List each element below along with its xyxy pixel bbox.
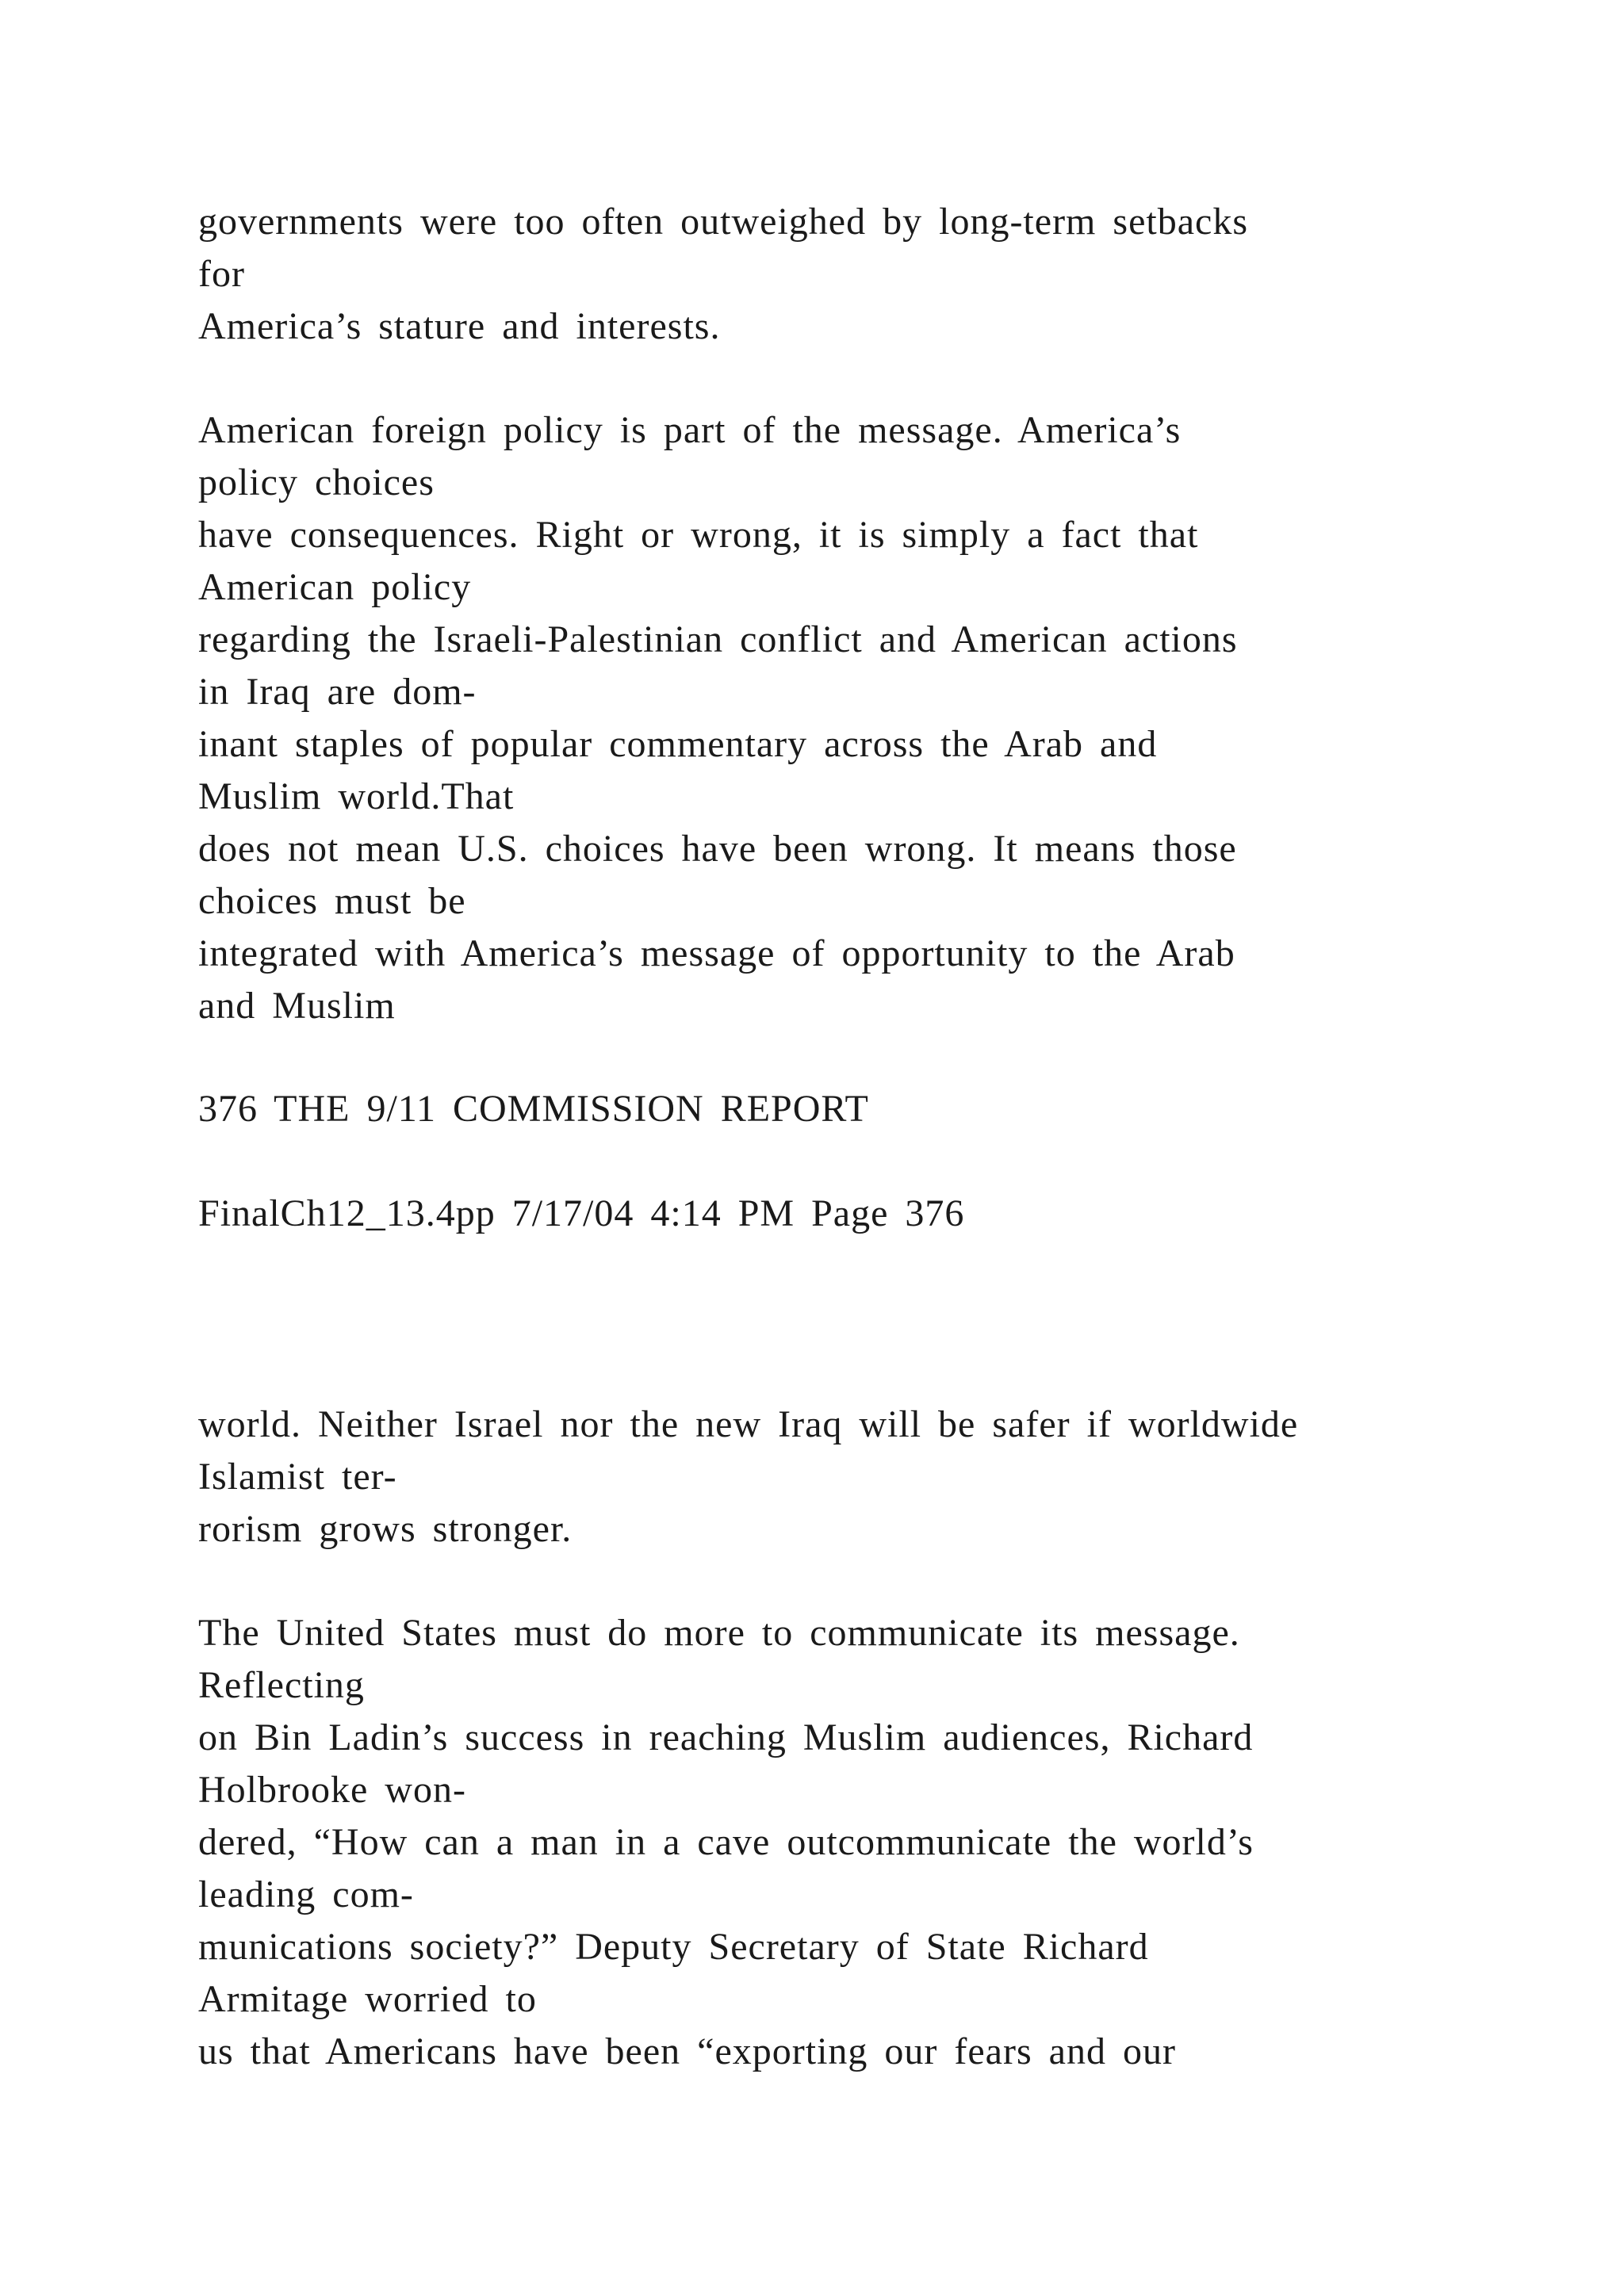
text-line: America’s stature and interests.	[198, 305, 721, 347]
running-footer	[198, 1083, 1499, 1135]
footer-text: 376 THE 9/11 COMMISSION REPORT	[198, 1088, 869, 1130]
text-line: policy choices	[198, 461, 435, 503]
text-line: and Muslim	[198, 985, 396, 1027]
text-line: does not mean U.S. choices have been wrong. It means those	[198, 828, 1237, 870]
file-stamp	[198, 1188, 1499, 1240]
text-line: Armitage worried to	[198, 1978, 537, 2020]
text-line: choices must be	[198, 880, 466, 922]
text-line: American foreign policy is part of the message. America’s	[198, 409, 1182, 451]
text-line: dered, “How can a man in a cave outcommunicate the world’s	[198, 1821, 1254, 1863]
paragraph-israel-iraq	[198, 1399, 1499, 1556]
text-line: Islamist ter-	[198, 1456, 397, 1498]
text-line: governments were too often outweighed by long-term setbacks	[198, 201, 1248, 243]
file-stamp-text: FinalCh12_13.4pp 7/17/04 4:14 PM Page 376	[198, 1192, 965, 1234]
text-line: world. Neither Israel nor the new Iraq will be safer if worldwide	[198, 1403, 1299, 1445]
text-line: have consequences. Right or wrong, it is simply a fact that	[198, 514, 1199, 556]
text-line: regarding the Israeli-Palestinian conflict and American actions	[198, 618, 1238, 660]
text-line: leading com-	[198, 1873, 414, 1915]
text-line: inant staples of popular commentary across the Arab and	[198, 723, 1158, 765]
text-line: rorism grows stronger.	[198, 1508, 573, 1550]
text-line: Reflecting	[198, 1664, 365, 1706]
text-line: on Bin Ladin’s success in reaching Muslim audiences, Richard	[198, 1716, 1254, 1758]
text-line: The United States must do more to communicate its message.	[198, 1612, 1240, 1654]
text-line: American policy	[198, 566, 472, 608]
text-line: Holbrooke won-	[198, 1769, 466, 1811]
text-line: munications society?” Deputy Secretary of State Richard	[198, 1926, 1149, 1968]
text-line: integrated with America’s message of opportunity to the Arab	[198, 932, 1235, 974]
paragraph-communicate-message	[198, 1607, 1499, 2078]
text-line: in Iraq are dom-	[198, 671, 477, 713]
text-line: for	[198, 253, 245, 295]
paragraph-foreign-policy	[198, 404, 1499, 1032]
text-line: Muslim world.That	[198, 775, 515, 817]
text-line: us that Americans have been “exporting our fears and our	[198, 2030, 1176, 2072]
paragraph-setbacks	[198, 196, 1499, 353]
